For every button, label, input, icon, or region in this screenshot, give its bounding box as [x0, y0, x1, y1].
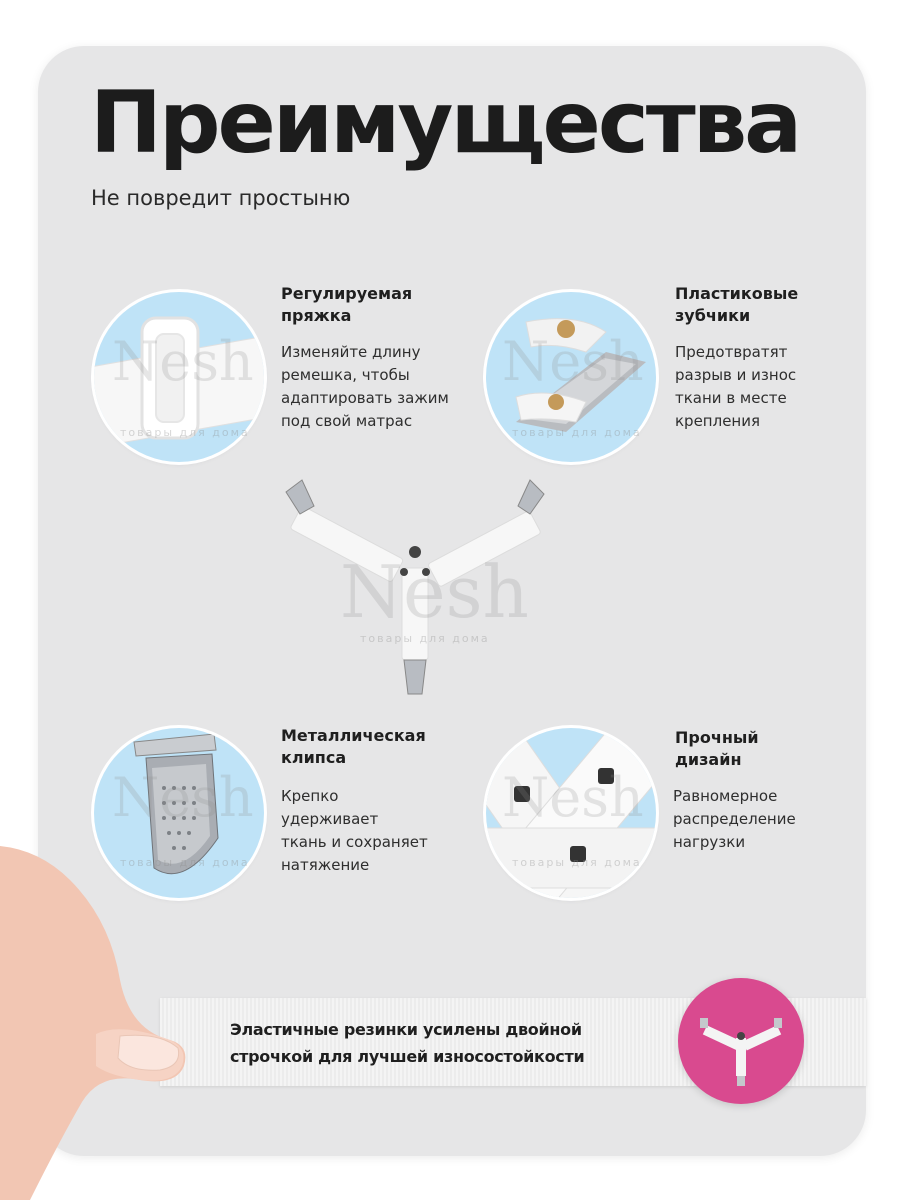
feature-3-title: Металлическая клипса: [281, 726, 426, 767]
feature-4-title: Прочный дизайн: [675, 728, 759, 769]
feature-1-description: Изменяйте длину ремешка, чтобы адаптировать зажим под свой матрас: [281, 343, 449, 430]
feature-2-description: Предотвратят разрыв и износ ткани в месте крепления: [675, 343, 797, 430]
page-subtitle: Не повредит простыню: [91, 186, 351, 210]
watermark-tagline: товары для дома: [512, 426, 642, 439]
feature-3-description: Крепко удерживает ткань и сохраняет натяжение: [281, 787, 428, 874]
watermark-brand: Nesh: [502, 330, 644, 393]
watermark-tagline-center: товары для дома: [360, 632, 490, 645]
feature-2-title: Пластиковые зубчики: [675, 284, 799, 325]
watermark-brand: Nesh: [112, 330, 254, 393]
feature-1-title: Регулируемая пряжка: [281, 284, 413, 325]
strong-design-illustration: [486, 728, 656, 898]
hand-image: [0, 840, 190, 1200]
watermark-brand: Nesh: [112, 766, 254, 829]
product-suspender-illustration: [280, 472, 550, 712]
watermark-brand: Nesh: [502, 766, 644, 829]
watermark-tagline: товары для дома: [512, 856, 642, 869]
page-title: Преимущества: [90, 73, 800, 173]
feature-4-description: Равномерное распределение нагрузки: [673, 787, 796, 851]
product-badge: [678, 978, 804, 1104]
watermark-tagline: товары для дома: [120, 856, 250, 869]
product-badge-icon: [678, 978, 804, 1104]
watermark-brand-center: Nesh: [340, 550, 529, 634]
strong-design-image: [486, 728, 656, 898]
watermark-tagline: товары для дома: [120, 426, 250, 439]
band-caption: Эластичные резинки усилены двойной строчкой для лучшей износостойкости: [230, 1020, 585, 1066]
